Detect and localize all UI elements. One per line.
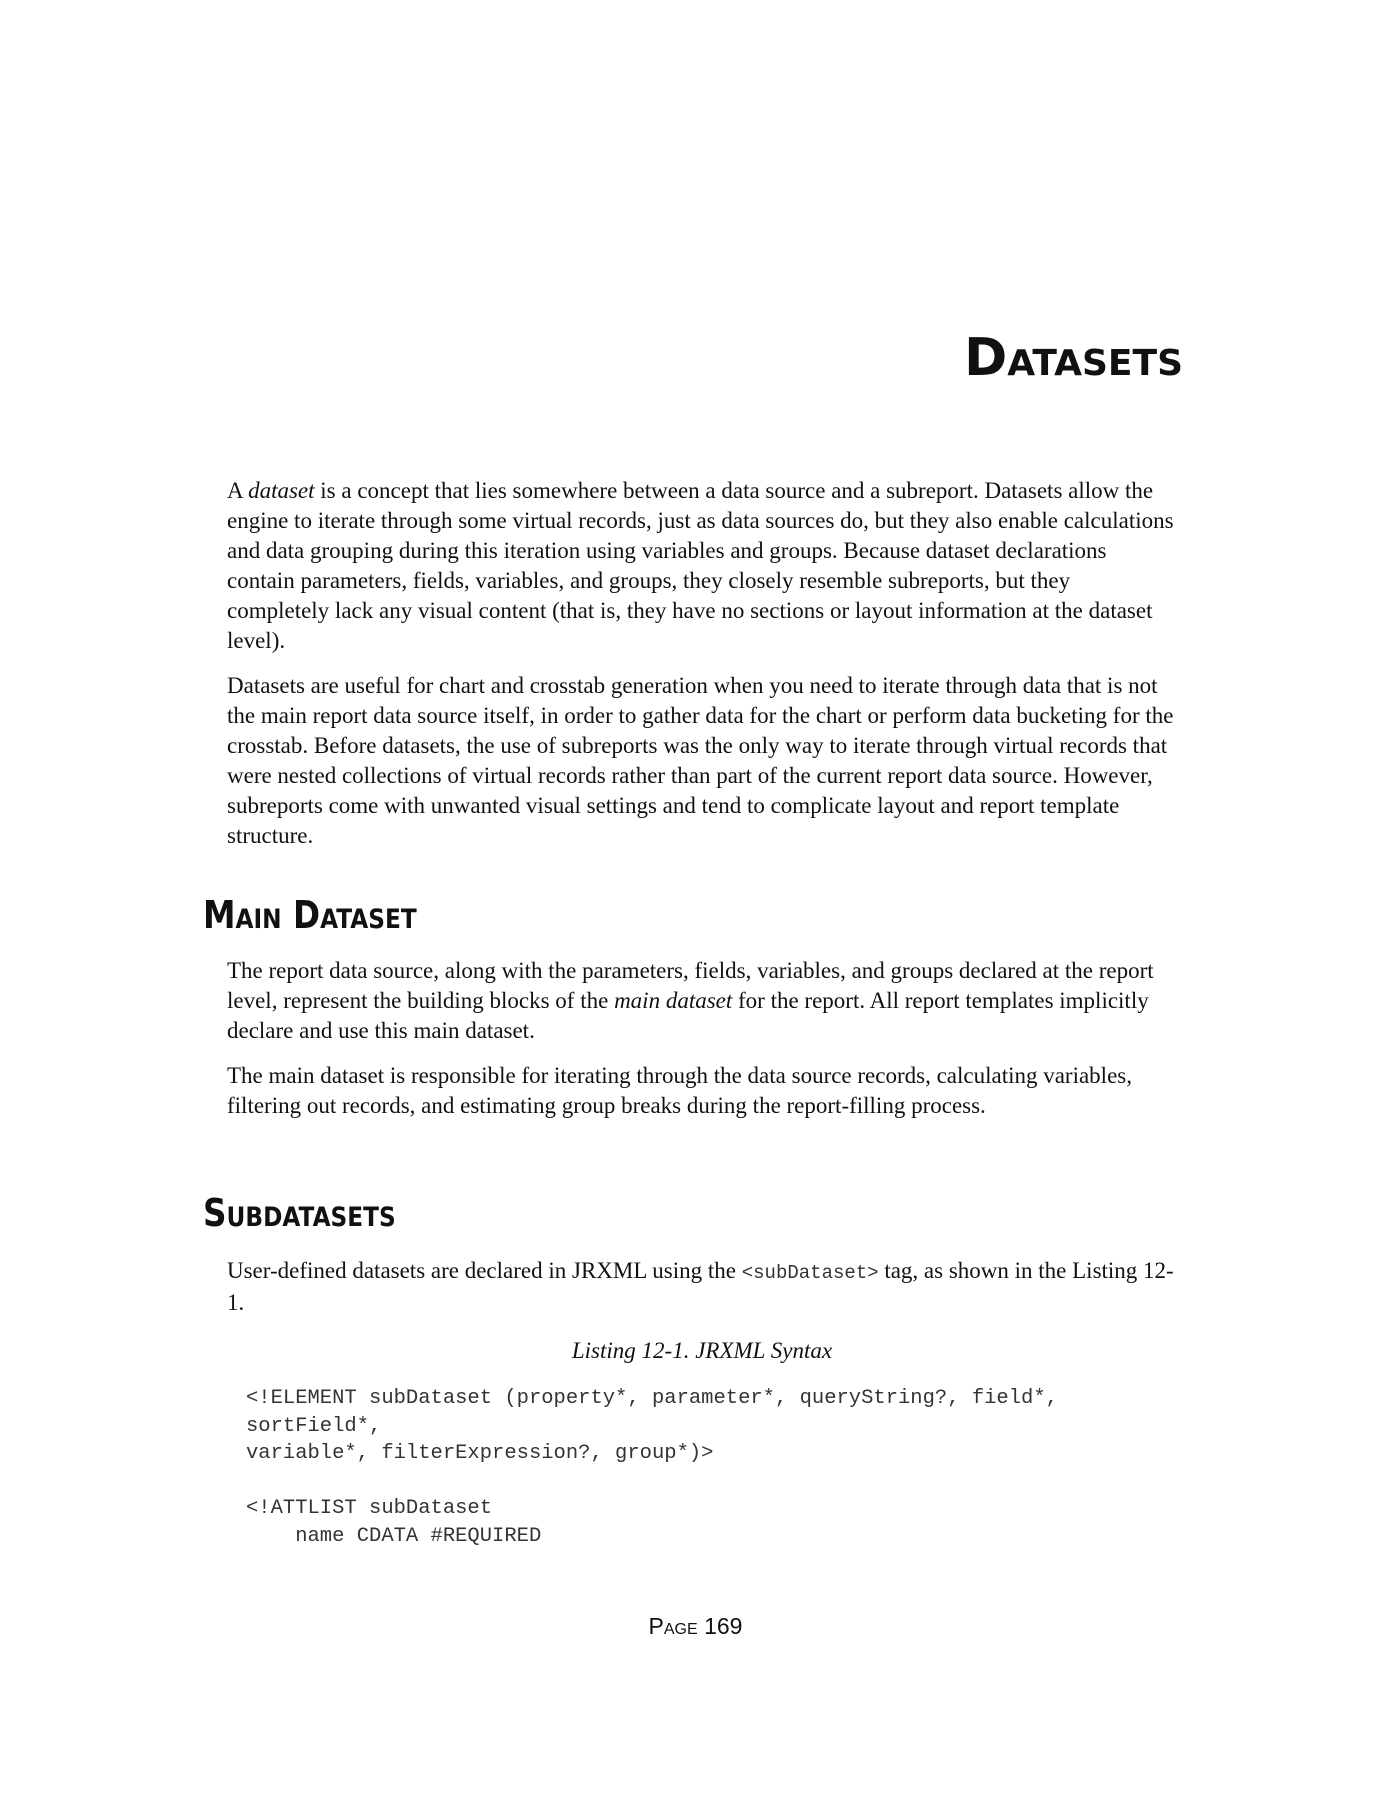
main-dataset-paragraph-1 <box>227 956 1177 1046</box>
chapter-title: Datasets <box>964 328 1183 388</box>
subdatasets-p1-after: tag, as shown in the Listing 12-1. <box>227 1258 1174 1315</box>
intro-p1-after: is a concept that lies somewhere between a data source and a subreport. Datasets allow the engine to iterate through some virtual records, just as data sources do, but they also enable calculations and data grouping during this iteration using variables and groups. Because dataset declarations contain parameters, fields, variables, and groups, they closely resemble subreports, but they completely lack any visual content (that is, they have no sections or layout information at the dataset level). <box>227 478 1174 653</box>
intro-p1-before: A <box>227 478 249 503</box>
section-heading-subdatasets: Subdatasets <box>203 1191 396 1235</box>
code-line: variable*, filterExpression?, group*)> <box>246 1442 714 1465</box>
page-number: 169 <box>704 1613 743 1639</box>
code-line: <!ELEMENT subDataset (property*, parameter*, queryString?, field*, <box>246 1387 1058 1410</box>
intro-paragraph-2: Datasets are useful for chart and crosstab generation when you need to iterate through data that is not the main report data source itself, in order to gather data for the chart or perform data bucketing for the crosstab. Before datasets, the use of subreports was the only way to iterate through virtual records that were nested collections of virtual records rather than part of the current report data source. However, subreports come with unwanted visual settings and tend to complicate layout and report template structure. <box>227 673 1174 848</box>
code-line <box>246 1468 1176 1496</box>
intro-p1-emphasis: dataset <box>248 478 315 503</box>
intro-paragraph-1 <box>227 476 1177 656</box>
main-dataset-p1-emphasis: main dataset <box>614 988 733 1013</box>
page-footer <box>0 1613 1391 1640</box>
code-line: <!ATTLIST subDataset <box>246 1497 493 1520</box>
main-dataset-p1-before: The report data source, along with the parameters, fields, variables, and groups declared at the report level, represent the building blocks of the <box>227 958 1154 1013</box>
subdatasets-p1-before: User-defined datasets are declared in JRXML using the <box>227 1258 742 1283</box>
listing-caption: Listing 12-1. JRXML Syntax <box>571 1338 833 1363</box>
code-listing <box>246 1385 1176 1550</box>
code-line: name CDATA #REQUIRED <box>246 1524 542 1548</box>
section-heading-main-dataset: Main Dataset <box>203 893 417 937</box>
code-line: sortField*, <box>246 1414 382 1438</box>
page-label: Page <box>648 1613 698 1639</box>
main-dataset-paragraph-2: The main dataset is responsible for iterating through the data source records, calculating variables, filtering out records, and estimating group breaks during the report-filling process. <box>227 1063 1132 1118</box>
subdataset-tag-code: <subDataset> <box>741 1262 879 1284</box>
subdatasets-paragraph-1 <box>227 1256 1177 1318</box>
main-dataset-p1-after: for the report. All report templates implicitly declare and use this main dataset. <box>227 988 1149 1043</box>
